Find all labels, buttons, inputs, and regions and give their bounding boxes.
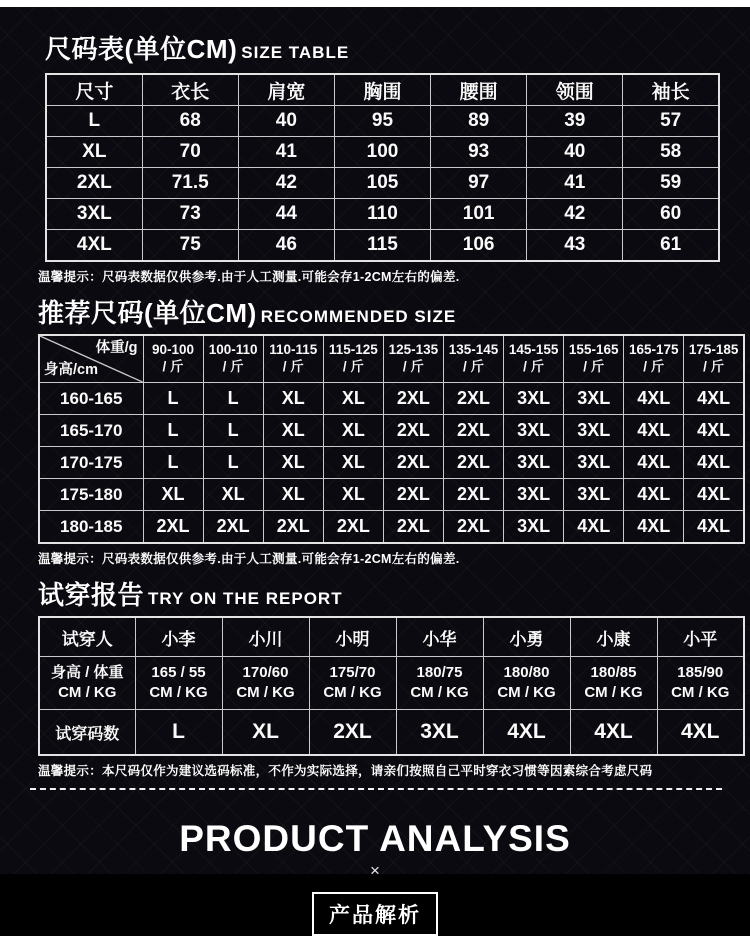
try-on-heading <box>38 575 745 612</box>
recommended-size-cell: 3XL <box>504 511 564 544</box>
measurement-cell: 40 <box>527 137 623 168</box>
recommended-size-cell: 2XL <box>263 511 323 544</box>
weight-range-header-cell: 125-135 / 斤 <box>383 335 443 383</box>
measurement-cell: 39 <box>527 106 623 137</box>
recommended-size-cell: 2XL <box>443 511 503 544</box>
top-divider <box>0 0 750 7</box>
size-label-cell: 3XL <box>46 199 142 230</box>
tester-height-weight-cell: 170/60 CM / KG <box>222 657 309 710</box>
try-on-body <box>39 617 744 755</box>
measurement-cell: 61 <box>623 230 719 262</box>
size-table-row <box>46 106 719 137</box>
height-range-cell: 180-185 <box>39 511 143 544</box>
recommended-size-cell: 3XL <box>504 415 564 447</box>
recommended-size-heading <box>38 293 745 330</box>
recommended-size-cell: 4XL <box>684 383 744 415</box>
try-on-table <box>38 616 745 756</box>
measurement-cell: 71.5 <box>142 168 238 199</box>
size-table-header-cell: 领围 <box>527 74 623 106</box>
recommended-size-cell: 4XL <box>624 511 684 544</box>
tester-height-weight-cell: 180/80 CM / KG <box>483 657 570 710</box>
height-weight-row-label: 身高 / 体重 CM / KG <box>39 657 135 710</box>
weight-range-header-cell: 90-100 / 斤 <box>143 335 203 383</box>
measurement-cell: 97 <box>431 168 527 199</box>
measurement-cell: 43 <box>527 230 623 262</box>
tester-size-cell: L <box>135 710 222 756</box>
recommended-size-cell: 3XL <box>564 383 624 415</box>
recommended-size-cell: 3XL <box>504 447 564 479</box>
tester-size-cell: 2XL <box>309 710 396 756</box>
recommended-size-cell: L <box>143 383 203 415</box>
size-table-row <box>46 137 719 168</box>
recommended-size-row <box>39 479 744 511</box>
tester-size-cell: XL <box>222 710 309 756</box>
size-table-row <box>46 230 719 262</box>
try-on-section <box>38 575 745 779</box>
product-analysis-title: PRODUCT ANALYSIS <box>179 818 571 859</box>
recommended-size-cell: 2XL <box>323 511 383 544</box>
corner-weight-label: 体重/g <box>95 340 138 356</box>
measurement-cell: 46 <box>238 230 334 262</box>
height-weight-corner-cell <box>39 335 143 383</box>
recommended-size-cell: 4XL <box>624 447 684 479</box>
recommended-size-cell: XL <box>323 479 383 511</box>
size-table-header-cell: 袖长 <box>623 74 719 106</box>
measurement-cell: 115 <box>334 230 430 262</box>
recommended-size-note: 温馨提示：尺码表数据仅供参考.由于人工测量.可能会存1-2CM左右的偏差. <box>38 552 460 566</box>
recommended-size-cell: 4XL <box>684 511 744 544</box>
size-table-header-cell: 衣长 <box>142 74 238 106</box>
recommended-size-row <box>39 447 744 479</box>
size-table-title-en: SIZE TABLE <box>241 43 350 62</box>
product-analysis-badge: 产品解析 <box>312 892 438 936</box>
recommended-size-cell: 2XL <box>383 383 443 415</box>
tester-height-weight-cell: 175/70 CM / KG <box>309 657 396 710</box>
tester-height-weight-cell: 185/90 CM / KG <box>657 657 744 710</box>
recommended-size-cell: XL <box>263 447 323 479</box>
measurement-cell: 44 <box>238 199 334 230</box>
weight-range-header-cell: 145-155 / 斤 <box>504 335 564 383</box>
height-range-cell: 175-180 <box>39 479 143 511</box>
recommended-size-cell: XL <box>263 383 323 415</box>
recommended-size-cell: 2XL <box>383 447 443 479</box>
recommended-size-cell: 4XL <box>684 415 744 447</box>
recommended-size-cell: 3XL <box>504 479 564 511</box>
product-analysis-footer <box>0 818 750 936</box>
recommended-size-cell: XL <box>263 415 323 447</box>
size-table-heading <box>45 29 720 66</box>
recommended-size-cell: XL <box>143 479 203 511</box>
recommended-size-cell: L <box>203 447 263 479</box>
measurement-cell: 58 <box>623 137 719 168</box>
recommended-size-cell: 2XL <box>443 447 503 479</box>
recommended-size-cell: 4XL <box>624 479 684 511</box>
recommended-size-cell: XL <box>323 415 383 447</box>
size-table <box>45 73 720 262</box>
recommended-size-cell: 2XL <box>203 511 263 544</box>
tester-size-cell: 4XL <box>657 710 744 756</box>
tester-name-cell: 小平 <box>657 617 744 657</box>
size-table-title-cn: 尺码表(单位CM) <box>45 34 238 64</box>
recommended-size-cell: 3XL <box>504 383 564 415</box>
tried-size-row <box>39 710 744 756</box>
weight-range-header-cell: 135-145 / 斤 <box>443 335 503 383</box>
measurement-cell: 95 <box>334 106 430 137</box>
measurement-cell: 89 <box>431 106 527 137</box>
tester-size-cell: 4XL <box>570 710 657 756</box>
recommended-size-cell: 2XL <box>443 383 503 415</box>
multiply-separator-icon: × <box>370 861 380 880</box>
recommended-size-row <box>39 415 744 447</box>
tester-name-cell: 小勇 <box>483 617 570 657</box>
size-table-header-cell: 胸围 <box>334 74 430 106</box>
measurement-cell: 73 <box>142 199 238 230</box>
dashed-divider <box>30 788 722 790</box>
measurement-cell: 101 <box>431 199 527 230</box>
weight-range-header-cell: 165-175 / 斤 <box>624 335 684 383</box>
recommended-size-cell: 4XL <box>684 447 744 479</box>
measurement-cell: 41 <box>527 168 623 199</box>
height-range-cell: 170-175 <box>39 447 143 479</box>
tester-name-cell: 小明 <box>309 617 396 657</box>
tester-row-label: 试穿人 <box>39 617 135 657</box>
recommended-size-cell: 4XL <box>624 383 684 415</box>
weight-range-header-cell: 100-110 / 斤 <box>203 335 263 383</box>
tried-size-row-label: 试穿码数 <box>39 710 135 756</box>
recommended-size-row <box>39 383 744 415</box>
size-label-cell: L <box>46 106 142 137</box>
recommended-size-cell: L <box>203 383 263 415</box>
recommended-size-title-cn: 推荐尺码(单位CM) <box>38 298 257 328</box>
measurement-cell: 100 <box>334 137 430 168</box>
recommended-size-cell: 4XL <box>624 415 684 447</box>
tester-height-weight-cell: 165 / 55 CM / KG <box>135 657 222 710</box>
recommended-size-cell: 2XL <box>443 479 503 511</box>
recommended-size-cell: 2XL <box>443 415 503 447</box>
weight-range-header-cell: 110-115 / 斤 <box>263 335 323 383</box>
recommended-size-table <box>38 334 745 544</box>
height-range-cell: 160-165 <box>39 383 143 415</box>
measurement-cell: 105 <box>334 168 430 199</box>
size-table-row <box>46 199 719 230</box>
weight-range-header-cell: 175-185 / 斤 <box>684 335 744 383</box>
tester-size-cell: 3XL <box>396 710 483 756</box>
weight-range-header-cell: 155-165 / 斤 <box>564 335 624 383</box>
tester-name-cell: 小华 <box>396 617 483 657</box>
recommended-size-body <box>39 383 744 544</box>
size-table-header-cell: 肩宽 <box>238 74 334 106</box>
recommended-size-cell: XL <box>323 447 383 479</box>
tester-name-cell: 小李 <box>135 617 222 657</box>
height-weight-row <box>39 657 744 710</box>
size-table-row <box>46 168 719 199</box>
recommended-size-cell: L <box>203 415 263 447</box>
recommended-size-cell: 2XL <box>383 511 443 544</box>
recommended-size-cell: 2XL <box>383 479 443 511</box>
tester-name-cell: 小川 <box>222 617 309 657</box>
tester-height-weight-cell: 180/85 CM / KG <box>570 657 657 710</box>
measurement-cell: 42 <box>238 168 334 199</box>
tester-height-weight-cell: 180/75 CM / KG <box>396 657 483 710</box>
recommended-size-cell: 4XL <box>684 479 744 511</box>
measurement-cell: 42 <box>527 199 623 230</box>
recommended-size-cell: 3XL <box>564 447 624 479</box>
recommended-size-cell: L <box>143 415 203 447</box>
measurement-cell: 110 <box>334 199 430 230</box>
size-label-cell: 2XL <box>46 168 142 199</box>
recommended-size-title-en: RECOMMENDED SIZE <box>260 307 457 326</box>
height-range-cell: 165-170 <box>39 415 143 447</box>
size-label-cell: XL <box>46 137 142 168</box>
measurement-cell: 41 <box>238 137 334 168</box>
recommended-size-section <box>38 293 745 567</box>
recommended-size-cell: 3XL <box>564 415 624 447</box>
measurement-cell: 93 <box>431 137 527 168</box>
size-table-header-cell: 腰围 <box>431 74 527 106</box>
recommended-size-cell: 2XL <box>383 415 443 447</box>
measurement-cell: 106 <box>431 230 527 262</box>
tester-size-cell: 4XL <box>483 710 570 756</box>
size-table-header-cell: 尺寸 <box>46 74 142 106</box>
corner-height-label: 身高/cm <box>44 361 98 378</box>
size-table-section <box>38 29 720 285</box>
measurement-cell: 40 <box>238 106 334 137</box>
measurement-cell: 68 <box>142 106 238 137</box>
recommended-size-cell: 4XL <box>564 511 624 544</box>
try-on-title-cn: 试穿报告 <box>38 580 145 610</box>
recommended-size-cell: XL <box>323 383 383 415</box>
recommended-size-cell: L <box>143 447 203 479</box>
measurement-cell: 75 <box>142 230 238 262</box>
recommended-size-header-row <box>39 335 744 383</box>
measurement-cell: 59 <box>623 168 719 199</box>
measurement-cell: 57 <box>623 106 719 137</box>
measurement-cell: 70 <box>142 137 238 168</box>
size-table-body <box>46 106 719 262</box>
try-on-note: 温馨提示：本尺码仅作为建议选码标准，不作为实际选择，请亲们按照自己平时穿衣习惯等因素综合考虑尺码 <box>38 764 653 778</box>
recommended-size-cell: 3XL <box>564 479 624 511</box>
recommended-size-cell: 2XL <box>143 511 203 544</box>
recommended-size-cell: XL <box>263 479 323 511</box>
recommended-size-row <box>39 511 744 544</box>
size-label-cell: 4XL <box>46 230 142 262</box>
try-on-title-en: TRY ON THE REPORT <box>148 589 343 608</box>
weight-range-header-cell: 115-125 / 斤 <box>323 335 383 383</box>
tester-name-row <box>39 617 744 657</box>
recommended-size-cell: XL <box>203 479 263 511</box>
size-table-note: 温馨提示：尺码表数据仅供参考.由于人工测量.可能会存1-2CM左右的偏差. <box>38 270 460 284</box>
measurement-cell: 60 <box>623 199 719 230</box>
size-table-header-row <box>46 74 719 106</box>
tester-name-cell: 小康 <box>570 617 657 657</box>
